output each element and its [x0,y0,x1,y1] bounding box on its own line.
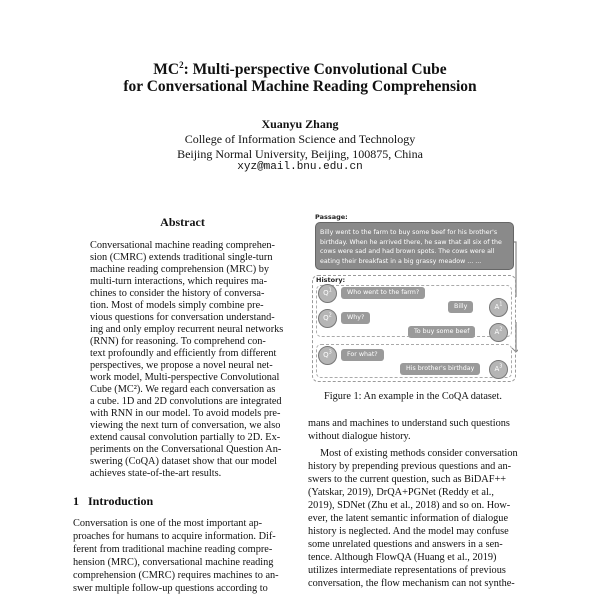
right-line: tence. Although FlowQA (Huang et al., 2019) [308,552,497,563]
answer-1-bubble: Billy [448,301,473,313]
paper-title-line1 [0,61,600,79]
author-email: xyz@mail.bnu.edu.cn [237,161,363,173]
question-2-icon [318,309,337,328]
intro-line: Conversation is one of the most important ap- [73,518,263,529]
figure-caption: Figure 1: An example in the CoQA dataset. [324,391,502,402]
author-name: Xuanyu Zhang [261,117,339,131]
answer-1-icon [489,298,508,317]
right-line: without dialogue history. [308,431,411,442]
abstract-line: periments on the Conversational Question An- [90,444,282,455]
intro-line: proaches for humans to acquire information. Dif- [73,531,276,542]
question-2-bubble: Why? [341,312,370,324]
abstract-body [90,240,284,485]
abstract-line: tion. Most of models simply combine pre- [90,300,264,311]
q1-sup: 1 [328,287,332,294]
abstract-line: vious questions for conversation understand- [90,312,275,323]
q2-sup: 2 [328,312,332,319]
question-1-bubble: Who went to the farm? [341,287,425,299]
a2-sup: 2 [499,326,503,333]
abstract-line: extend causal convolution partially to 2D. Ex- [90,432,281,443]
right-line: history is neglected. And the model may confuse [308,526,509,537]
right-line: conversation, the flow mechanism can not synthe- [308,578,515,589]
abstract-line: Conversational machine reading comprehen- [90,240,275,251]
abstract-line: with RNN in our model. To avoid models pre- [90,408,281,419]
abstract-line: sion (CMRC) extends traditional single-turn [90,252,273,263]
intro-line: swer multiple follow-up questions according to [73,583,268,594]
history-label: History: [316,276,346,284]
q2-letter: Q [323,314,329,322]
right-line: (Yatskar, 2019), DrQA+PGNet (Reddy et al., [308,487,494,498]
abstract-line: work model, Multi-perspective Convolutional [90,372,280,383]
answer-2-icon [489,323,508,342]
a3-sup: 3 [499,363,503,370]
abstract-line: a cube. 1D and 2D convolutions are integrated [90,396,282,407]
q1-letter: Q [323,289,329,297]
a2-letter: A [494,328,500,336]
introduction-body [73,518,293,600]
right-line: ever, the latent semantic information of dialogue [308,513,509,524]
passage-box [315,222,514,270]
question-3-icon [318,346,337,365]
passage-label: Passage: [315,213,348,221]
figure-coqa-example [308,212,518,387]
right-line: some unrelated questions and answers in a sen- [308,539,503,550]
right-line: Most of existing methods consider conversation [320,448,518,459]
abstract-line: text profoundly and efficiently from different [90,348,277,359]
answer-3-bubble: His brother's birthday [400,363,480,375]
abstract-line: multi-turn interactions, which requires ma- [90,276,267,287]
q3-sup: 3 [328,349,332,356]
intro-line: ferent from traditional machine reading compre- [73,544,273,555]
answer-3-icon [489,360,508,379]
abstract-line: (RNN) for reasoning. To comprehend con- [90,336,266,347]
question-3-bubble: For what? [341,349,384,361]
abstract-line: machine reading comprehension (MRC) by [90,264,270,275]
abstract-line: viewing the next turn of conversation, we also [90,420,281,431]
a1-letter: A [494,303,500,311]
abstract-line: perspectives, we propose a novel neural net- [90,360,273,371]
section-title: Introduction [88,494,154,508]
right-column-body [308,418,530,600]
abstract-heading: Abstract [160,215,205,229]
affiliation-line2: Beijing Normal University, Beijing, 100875, China [177,147,423,161]
right-line: mans and machines to understand such questions [308,418,510,429]
question-1-icon [318,284,337,303]
right-line: utilizes intermediate representations of previous [308,565,506,576]
answer-2-bubble: To buy some beef [408,326,475,338]
right-line: swers to the current question, such as BiDAF++ [308,474,507,485]
affiliation-line1: College of Information Science and Technology [184,132,416,146]
title-prefix: MC [153,61,180,78]
passage-text: Billy went to the farm to buy some beef for his brother's birthday. When he arrived there, he saw that all six of the cows were sad and had brown spots. The cows were all eating their breakfast in a big grassy meadow ... ... [320,229,502,265]
section-number: 1 [73,494,79,508]
abstract-line: swering (CoQA) dataset show that our model [90,456,278,467]
abstract-line: ing and only employ recurrent neural networks [90,324,284,335]
right-line: history by prepending previous questions and an- [308,461,512,472]
introduction-heading [73,494,153,509]
abstract-line: chines to consider the history of conversa- [90,288,265,299]
right-line: 2019), SDNet (Zhu et al., 2018) and so on. How- [308,500,511,511]
intro-line: hension (MRC), conversational machine reading [73,557,274,568]
a3-letter: A [494,365,500,373]
title-superscript: 2 [179,59,184,70]
abstract-line: achieves state-of-the-art results. [90,468,222,479]
a1-sup: 1 [499,301,503,308]
intro-line: comprehension (CMRC) requires machines to an- [73,570,279,581]
q3-letter: Q [323,351,329,359]
paper-title-line2: for Conversational Machine Reading Comprehension [123,78,477,95]
title-rest: : Multi-perspective Convolutional Cube [183,61,447,78]
abstract-line: Cube (MC²). We regard each conversation as [90,384,276,395]
